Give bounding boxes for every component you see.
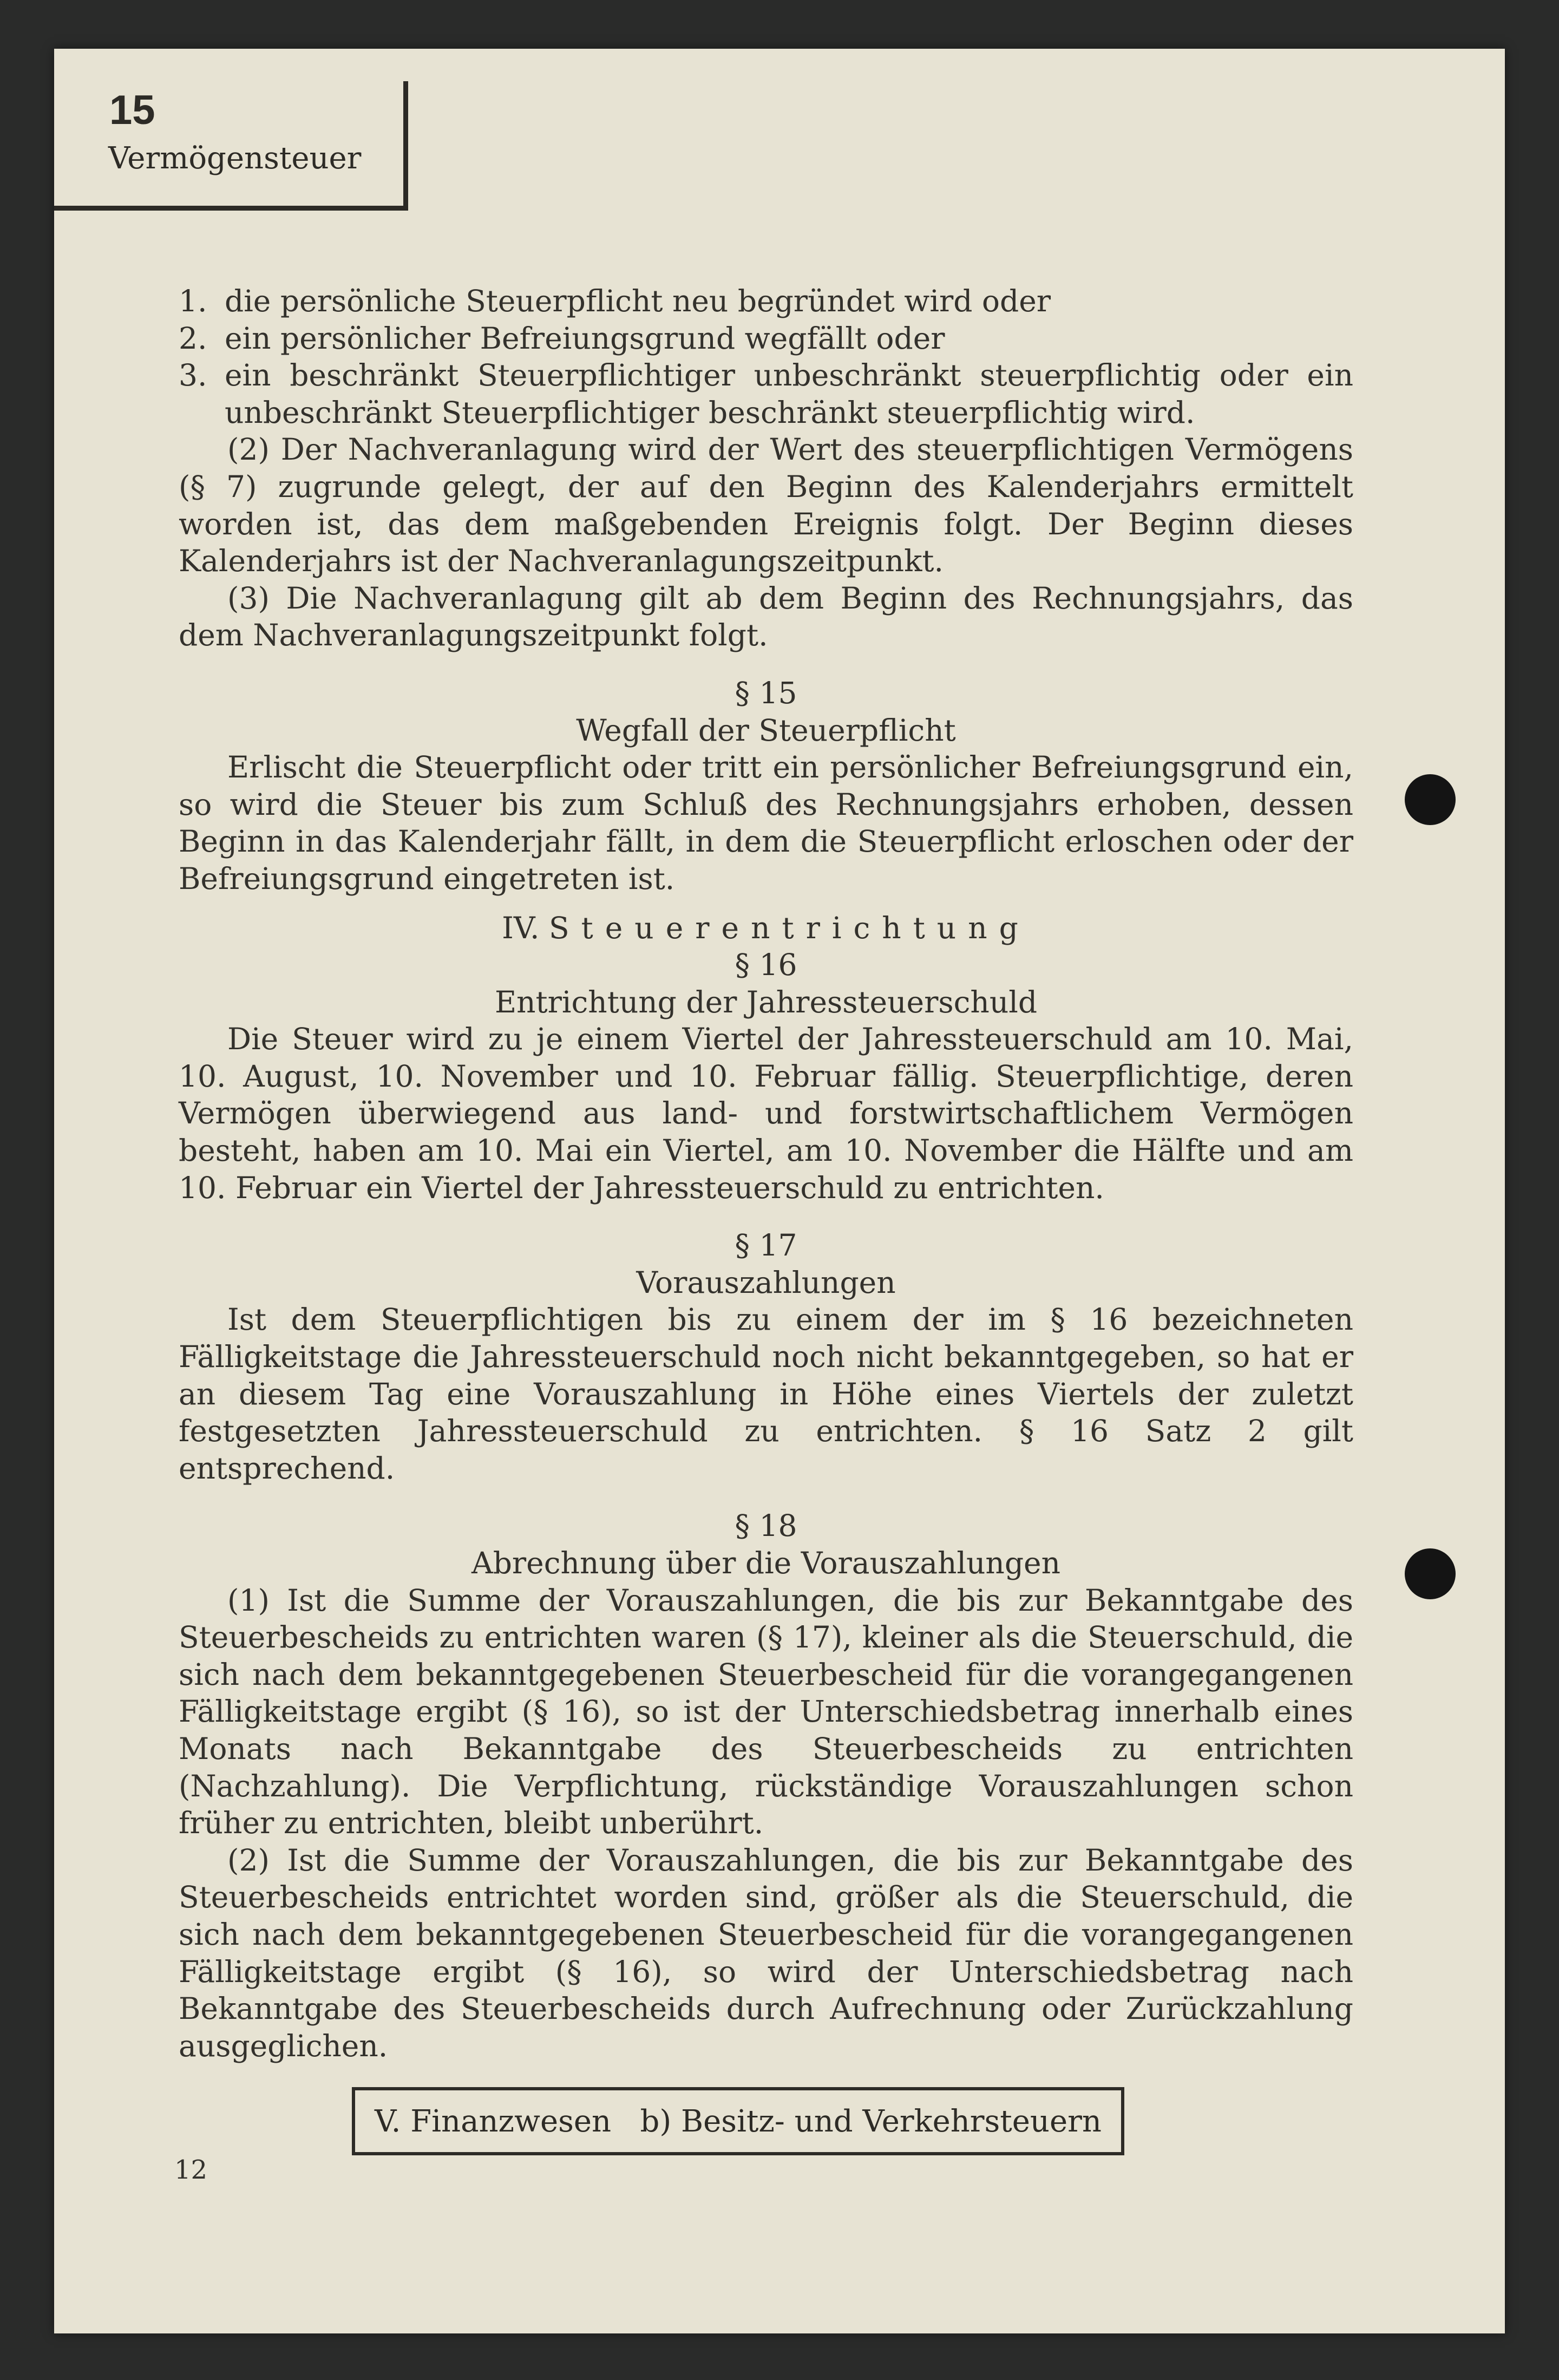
section-number: 15 — [109, 87, 155, 133]
section-18-paragraph-1: (1) Ist die Summe der Vorauszahlungen, die bis zur Bekanntgabe des Steuerbescheids zu entrichten waren (§ 17), kleiner als die Steuerschuld, die sich nach dem bekanntgegebenen Steuerbescheid für die vorangegangenen Fälligkeitstage ergibt (§ 16), so ist der Unterschiedsbetrag innerhalb eines Monats nach Bekanntgabe des Steuerbescheids zu entrichten (Nachzahlung). Die Verpflichtung, rückständige Vorauszahlungen schon früher zu entrichten, bleibt unberührt. — [179, 1583, 1353, 1841]
list-number: 3. — [179, 358, 207, 393]
section-17-title: Vorauszahlungen — [636, 1265, 896, 1300]
part-4-heading — [179, 910, 1353, 947]
part-4-numeral: IV. — [502, 910, 540, 945]
footer-label: V. Finanzwesen b) Besitz- und Verkehrsteuern — [375, 2103, 1102, 2139]
paragraph-2: (2) Der Nachveranlagung wird der Wert des steuerpflichtigen Vermögens (§ 7) zugrunde gelegt, der auf den Beginn des Kalenderjahrs ermittelt worden ist, das dem maßgebenden Ereignis folgt. Der Beginn dieses Kalenderjahrs ist der Nachveranlagungszeitpunkt. — [179, 432, 1353, 579]
punch-hole-top — [1405, 774, 1456, 825]
body-text — [179, 283, 1353, 2064]
section-15-title: Wegfall der Steuerpflicht — [576, 712, 956, 748]
page-number: 12 — [174, 2155, 208, 2185]
list-number: 1. — [179, 284, 207, 318]
section-16-text: Die Steuer wird zu je einem Viertel der Jahressteuerschuld am 10. Mai, 10. August, 10. November und 10. Februar fällig. Steuerpflichtige, deren Vermögen überwiegend aus land- und forstwirtschaftlichem Vermögen besteht, haben am 10. Mai ein Viertel, am 10. November die Hälfte und am 10. Februar ein Viertel der Jahressteuerschuld zu entrichten. — [179, 1022, 1353, 1205]
list-number: 2. — [179, 321, 207, 356]
section-18-heading: § 18 — [735, 1508, 797, 1544]
section-15-text: Erlischt die Steuerpflicht oder tritt ein persönlicher Befreiungsgrund ein, so wird die Steuer bis zum Schluß des Rechnungsjahrs erhoben, dessen Beginn in das Kalenderjahr fällt, in dem die Steuerpflicht erloschen oder der Befreiungsgrund eingetreten ist. — [179, 750, 1353, 896]
footer-label-box — [352, 2087, 1124, 2155]
section-17-heading: § 17 — [735, 1228, 797, 1263]
list-text: ein beschränkt Steuerpflichtiger unbeschränkt steuerpflichtig oder ein unbeschränkt Steuerpflichtiger beschränkt steuerpflichtig wird. — [225, 358, 1353, 430]
section-title: Vermögensteuer — [108, 141, 362, 176]
document-page — [54, 49, 1505, 2333]
list-item — [179, 357, 1353, 431]
list-item — [179, 283, 1353, 320]
list-item — [179, 320, 1353, 357]
punch-hole-bottom — [1405, 1548, 1456, 1599]
section-15-heading: § 15 — [735, 675, 797, 710]
section-18-title: Abrechnung über die Vorauszahlungen — [471, 1546, 1061, 1580]
section-16-title: Entrichtung der Jahressteuerschuld — [494, 984, 1038, 1019]
section-16-heading: § 16 — [735, 947, 797, 983]
section-17-text: Ist dem Steuerpflichtigen bis zu einem der im § 16 bezeichneten Fälligkeitstage die Jahressteuerschuld noch nicht bekanntgegeben, so hat er an diesem Tag eine Vorauszahlung in Höhe eines Viertels der zuletzt festgesetzten Jahressteuerschuld zu entrichten. § 16 Satz 2 gilt entsprechend. — [179, 1302, 1353, 1486]
part-4-title: Steuerentrichtung — [548, 910, 1030, 945]
list-text: ein persönlicher Befreiungsgrund wegfällt oder — [225, 321, 945, 356]
section-18-paragraph-2: (2) Ist die Summe der Vorauszahlungen, die bis zur Bekanntgabe des Steuerbescheids entrichtet worden sind, größer als die Steuerschuld, die sich nach dem bekanntgegebenen Steuerbescheid für die vorangegangenen Fälligkeitstage ergibt (§ 16), so wird der Unterschiedsbetrag nach Bekanntgabe des Steuerbescheids durch Aufrechnung oder Zurückzahlung ausgeglichen. — [179, 1842, 1353, 2063]
list-text: die persönliche Steuerpflicht neu begründet wird oder — [225, 284, 1051, 318]
paragraph-3: (3) Die Nachveranlagung gilt ab dem Beginn des Rechnungsjahrs, das dem Nachveranlagungszeitpunkt folgt. — [179, 580, 1353, 653]
